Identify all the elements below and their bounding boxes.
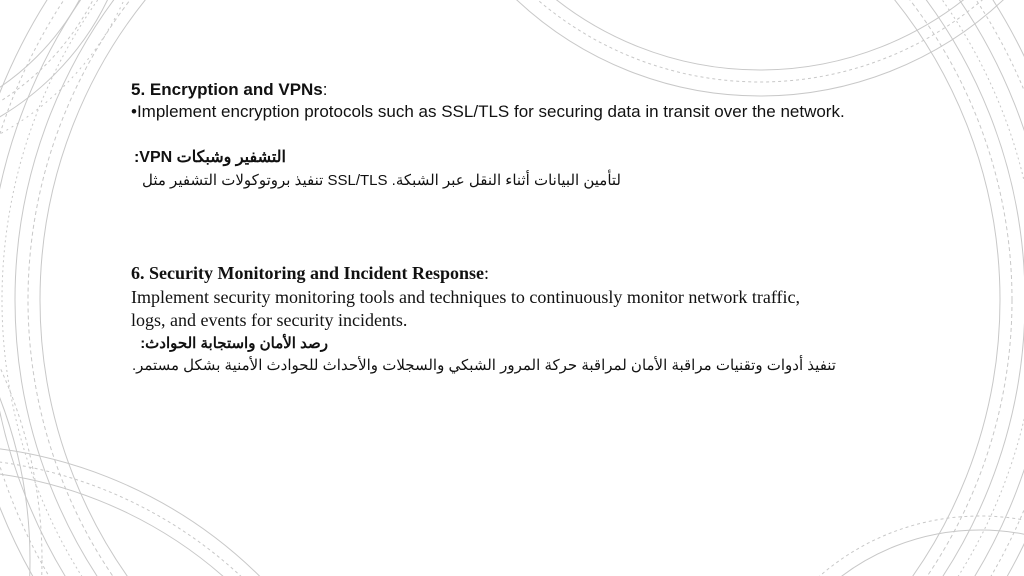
section-5-bullet xyxy=(131,102,845,122)
section-6-heading xyxy=(131,263,489,284)
section-6-arabic-heading: رصد الأمان واستجابة الحوادث: xyxy=(140,335,328,352)
section-5-bullet-text: Implement encryption protocols such as SSL/TLS for securing data in transit over the network. xyxy=(136,102,845,121)
section-5-heading-colon: : xyxy=(322,80,328,99)
section-5-arabic-heading: التشفير وشبكات VPN: xyxy=(133,149,286,166)
section-6-heading-title: 6. Security Monitoring and Incident Response xyxy=(131,263,485,283)
section-5-heading-title: 5. Encryption and VPNs xyxy=(131,80,323,99)
section-6-body-line-1: Implement security monitoring tools and techniques to continuously monitor network traffic, xyxy=(131,287,801,307)
section-5-arabic-body: لتأمين البيانات أثناء النقل عبر الشبكة. SSL/TLS تنفيذ بروتوكولات التشفير مثل xyxy=(141,172,621,189)
section-6-heading-colon: : xyxy=(484,263,490,283)
section-6-arabic-body: تنفيذ أدوات وتقنيات مراقبة الأمان لمراقبة حركة المرور الشبكي والسجلات والأحداث للحوادث الأمنية بشكل مستمر. xyxy=(131,357,836,374)
section-5-heading xyxy=(131,80,328,100)
section-6-body-line-2: logs, and events for security incidents. xyxy=(131,310,408,330)
bullet-mark: • xyxy=(131,102,137,121)
